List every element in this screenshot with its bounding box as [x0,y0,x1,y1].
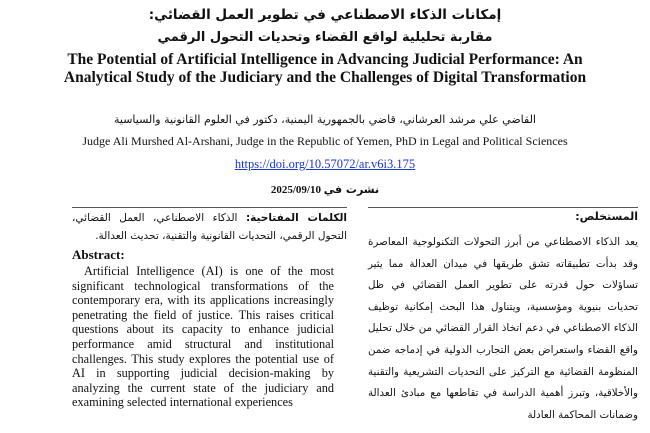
doi-link[interactable]: https://doi.org/10.57072/ar.v6i3.175 [234,157,416,171]
keywords-block [72,209,347,245]
arabic-title: إمكانات الذكاء الاصطناعي في تطوير العمل القضائي: [148,7,502,23]
arabic-summary-body: يعد الذكاء الاصطناعي من أبرز التحولات التكنولوجية المعاصرة وقد بدأت تطبيقاته تشق طريقها في ميدان العدالة مما يثير تساؤلات حول قدرته على تطوير العمل القضائي في ظل تحديات بنيوية ومؤسسية، ويتناول هذا البحث إمكانية توظيف الذكاء الاصطناعي في دعم اتخاذ القرار القضائي من خلال تحليل واقع القضاء واستعراض بعض التجارب الدولية في إدماجه ضمن المنظومة القضائية مع التركيز على التحديات التشريعية والتقنية والأخلاقية، وتبرز أهمية الدراسة في تقاطعها مع مبادئ العدالة وضمانات المحاكمة العادلة [368,236,638,421]
author-english: Judge Ali Murshed Al-Arshani, Judge in the Republic of Yemen, PhD in Legal and Political Sciences [82,134,568,148]
keywords-label: الكلمات المفتاحية: [245,212,347,224]
abstract-heading: Abstract: [72,247,125,262]
keywords-text: الذكاء الاصطناعي، العمل القضائي، التحول الرقمي، التحديات القانونية والتقنية، تحديث العدالة. [72,212,347,242]
publication-date-value: 2025/09/10 [270,184,321,196]
right-column-divider [368,207,638,208]
english-title: The Potential of Artificial Intelligence in Advancing Judicial Performance: An Analytical Study of the Judiciary and the Challenges of Digital Transformation [63,51,587,86]
author-arabic: القاضي علي مرشد العرشاني، قاضي بالجمهورية اليمنية، دكتور في العلوم القانونية والسياسية [113,113,536,126]
publication-date [0,182,650,198]
publication-date-label: نشرت في [323,183,380,196]
left-column-divider [72,207,347,208]
abstract-body: Artificial Intelligence (AI) is one of the most significant technological transformations of the contemporary era, with its applications increasingly penetrating the field of justice. This raises critical questions about its capacity to enhance judicial performance amid structural and institutional challenges. This study explores the potential use of AI in supporting judicial decision-making by analyzing the current state of the judiciary and examining selected international experiences [72,264,334,410]
arabic-subtitle: مقاربة تحليلية لواقع القضاء وتحديات التحول الرقمي [157,30,493,45]
doi-link-container [0,156,650,172]
arabic-summary-heading: المستخلص: [575,210,638,223]
